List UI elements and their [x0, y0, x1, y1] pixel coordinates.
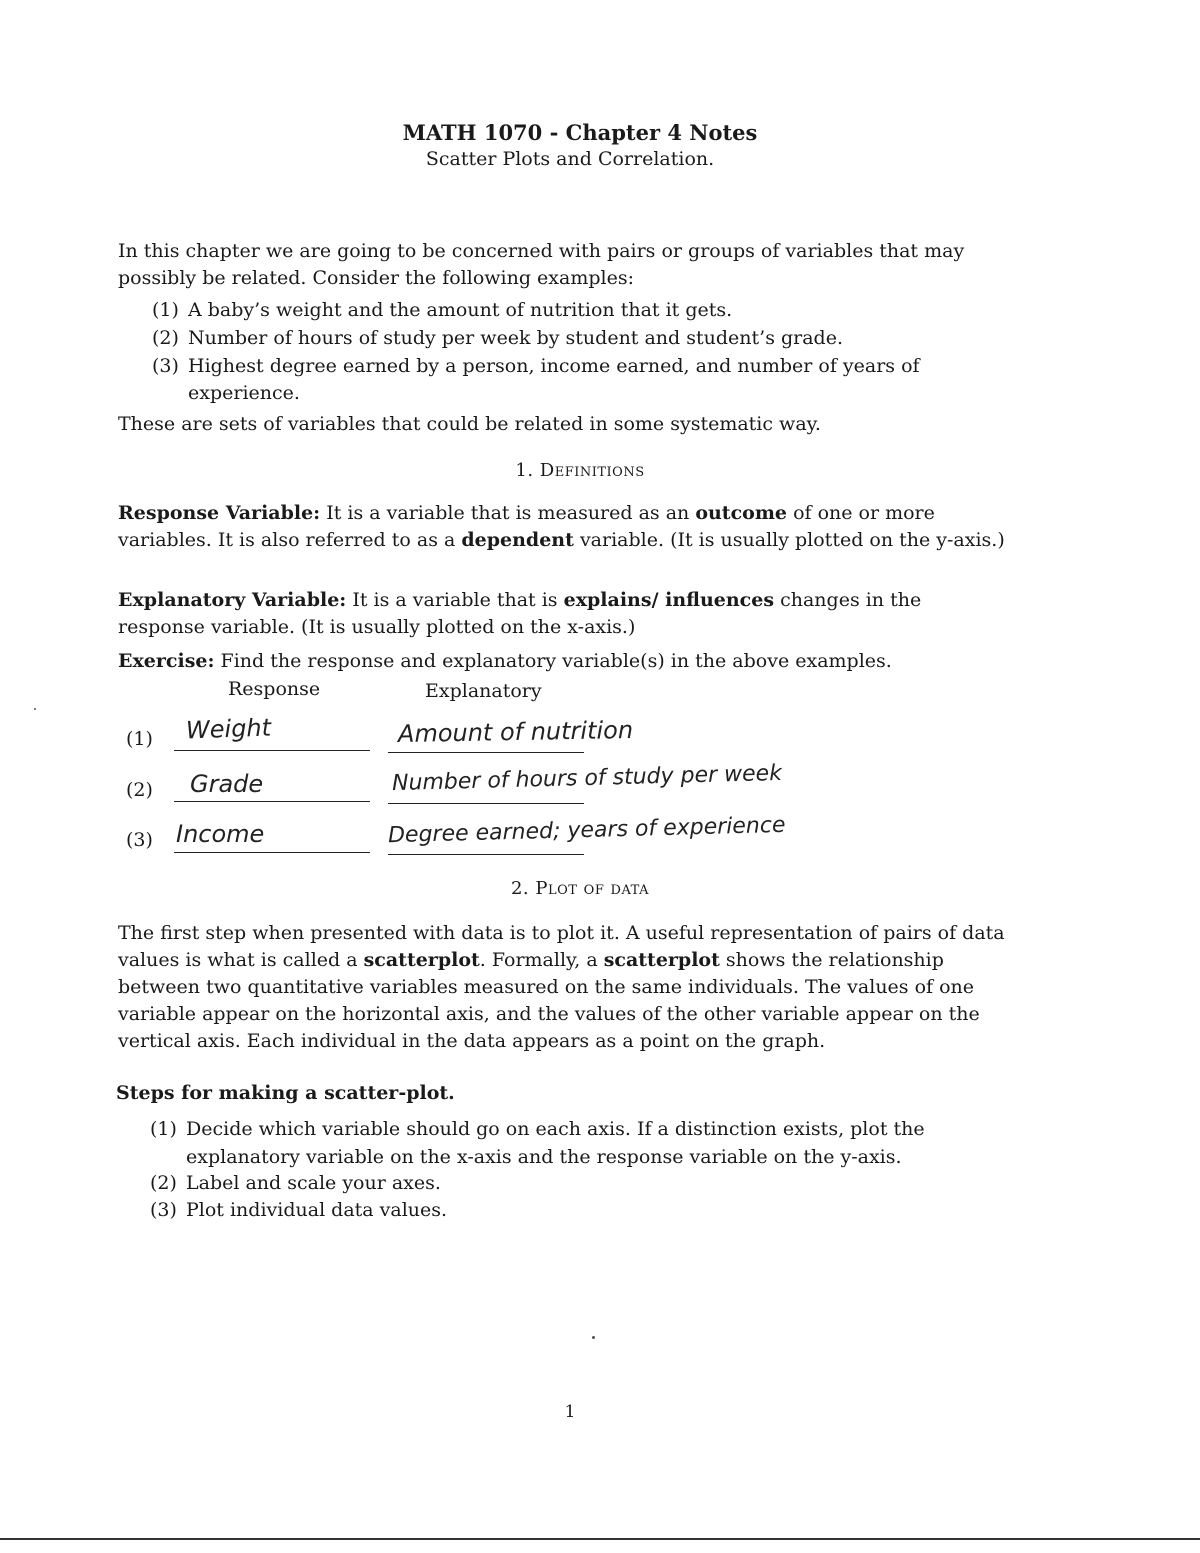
intro-item-1: [152, 297, 732, 324]
item-text: Highest degree earned by a person, income earned, and number of years of: [188, 355, 920, 377]
exercise-row-number: (2): [126, 779, 153, 801]
handwritten-response: Grade: [190, 770, 264, 798]
section-heading-definitions: 1. Definitions: [515, 460, 645, 481]
answer-line: [174, 750, 370, 751]
step-number: (3): [150, 1199, 177, 1221]
scatterplot-paragraph: The first step when presented with data is to plot it. A useful representation of pairs of data values is what is called a scatterplot. Formally, a scatterplot shows the relationship between two quantitative variables measured on the same individuals. The values of one variable appear on the horizontal axis, and the values of the other variable appear on the vertical axis. Each individual in the data appears as a point on the graph.: [118, 922, 1005, 1052]
handwritten-explanatory: Degree earned; years of experience: [387, 812, 786, 849]
handwritten-explanatory: Amount of nutrition: [397, 715, 634, 749]
intro-item-2: [152, 325, 843, 352]
answer-line: [174, 801, 370, 802]
answer-line: [174, 852, 370, 853]
page-subtitle: Scatter Plots and Correlation.: [425, 148, 715, 170]
term: Exercise:: [118, 650, 215, 672]
explanatory-variable-definition: Explanatory Variable: It is a variable that is explains/ influences changes in the response variable. (It is usually plotted on the x-axis.): [118, 589, 922, 638]
item-text: A baby’s weight and the amount of nutrition that it gets.: [188, 299, 733, 321]
answer-line: [388, 752, 584, 753]
step-item-1-continued: explanatory variable on the x-axis and the response variable on the y-axis.: [186, 1146, 902, 1168]
scan-edge-line: [0, 1538, 1200, 1540]
item-number: (2): [152, 327, 179, 349]
step-number: (2): [150, 1172, 177, 1194]
page-number: 1: [564, 1402, 576, 1422]
handwritten-response: Income: [176, 820, 265, 848]
step-number: (1): [150, 1118, 177, 1140]
intro-paragraph: In this chapter we are going to be concerned with pairs or groups of variables that may possibly be related. Consider the following examples:: [118, 240, 965, 289]
exercise-row-number: (1): [126, 728, 153, 750]
step-item-2: [150, 1170, 441, 1197]
step-item-1: [150, 1116, 925, 1143]
step-text: Label and scale your axes.: [186, 1172, 441, 1194]
response-variable-definition: Response Variable: It is a variable that is measured as an outcome of one or more variables. It is also referred to as a dependent variable. (It is usually plotted on the y-axis.): [118, 502, 1005, 551]
item-number: (1): [152, 299, 179, 321]
step-item-3: [150, 1197, 447, 1224]
intro-item-3: [152, 353, 920, 380]
item-number: (3): [152, 355, 179, 377]
scan-speck: [34, 708, 36, 710]
column-header-response: Response: [228, 678, 321, 700]
handwritten-explanatory: Number of hours of study per week: [391, 760, 783, 797]
intro-closing: These are sets of variables that could be related in some systematic way.: [118, 413, 821, 435]
term: Explanatory Variable:: [118, 589, 347, 611]
term: Response Variable:: [118, 502, 321, 524]
answer-line: [388, 803, 584, 804]
steps-heading: Steps for making a scatter-plot.: [116, 1082, 455, 1104]
page-title: MATH 1070 - Chapter 4 Notes: [402, 120, 758, 145]
scan-speck: [592, 1336, 595, 1339]
answer-line: [388, 854, 584, 855]
step-text: Plot individual data values.: [186, 1199, 448, 1221]
exercise-prompt: Exercise: Find the response and explanatory variable(s) in the above examples.: [118, 650, 892, 672]
section-heading-plot-of-data: 2. Plot of data: [510, 878, 650, 899]
column-header-explanatory: Explanatory: [425, 680, 542, 702]
handwritten-response: Weight: [185, 713, 272, 745]
intro-item-3-continued: experience.: [188, 382, 300, 404]
item-text: Number of hours of study per week by student and student’s grade.: [188, 327, 843, 349]
step-text: Decide which variable should go on each axis. If a distinction exists, plot the: [186, 1118, 925, 1140]
exercise-row-number: (3): [126, 829, 153, 851]
